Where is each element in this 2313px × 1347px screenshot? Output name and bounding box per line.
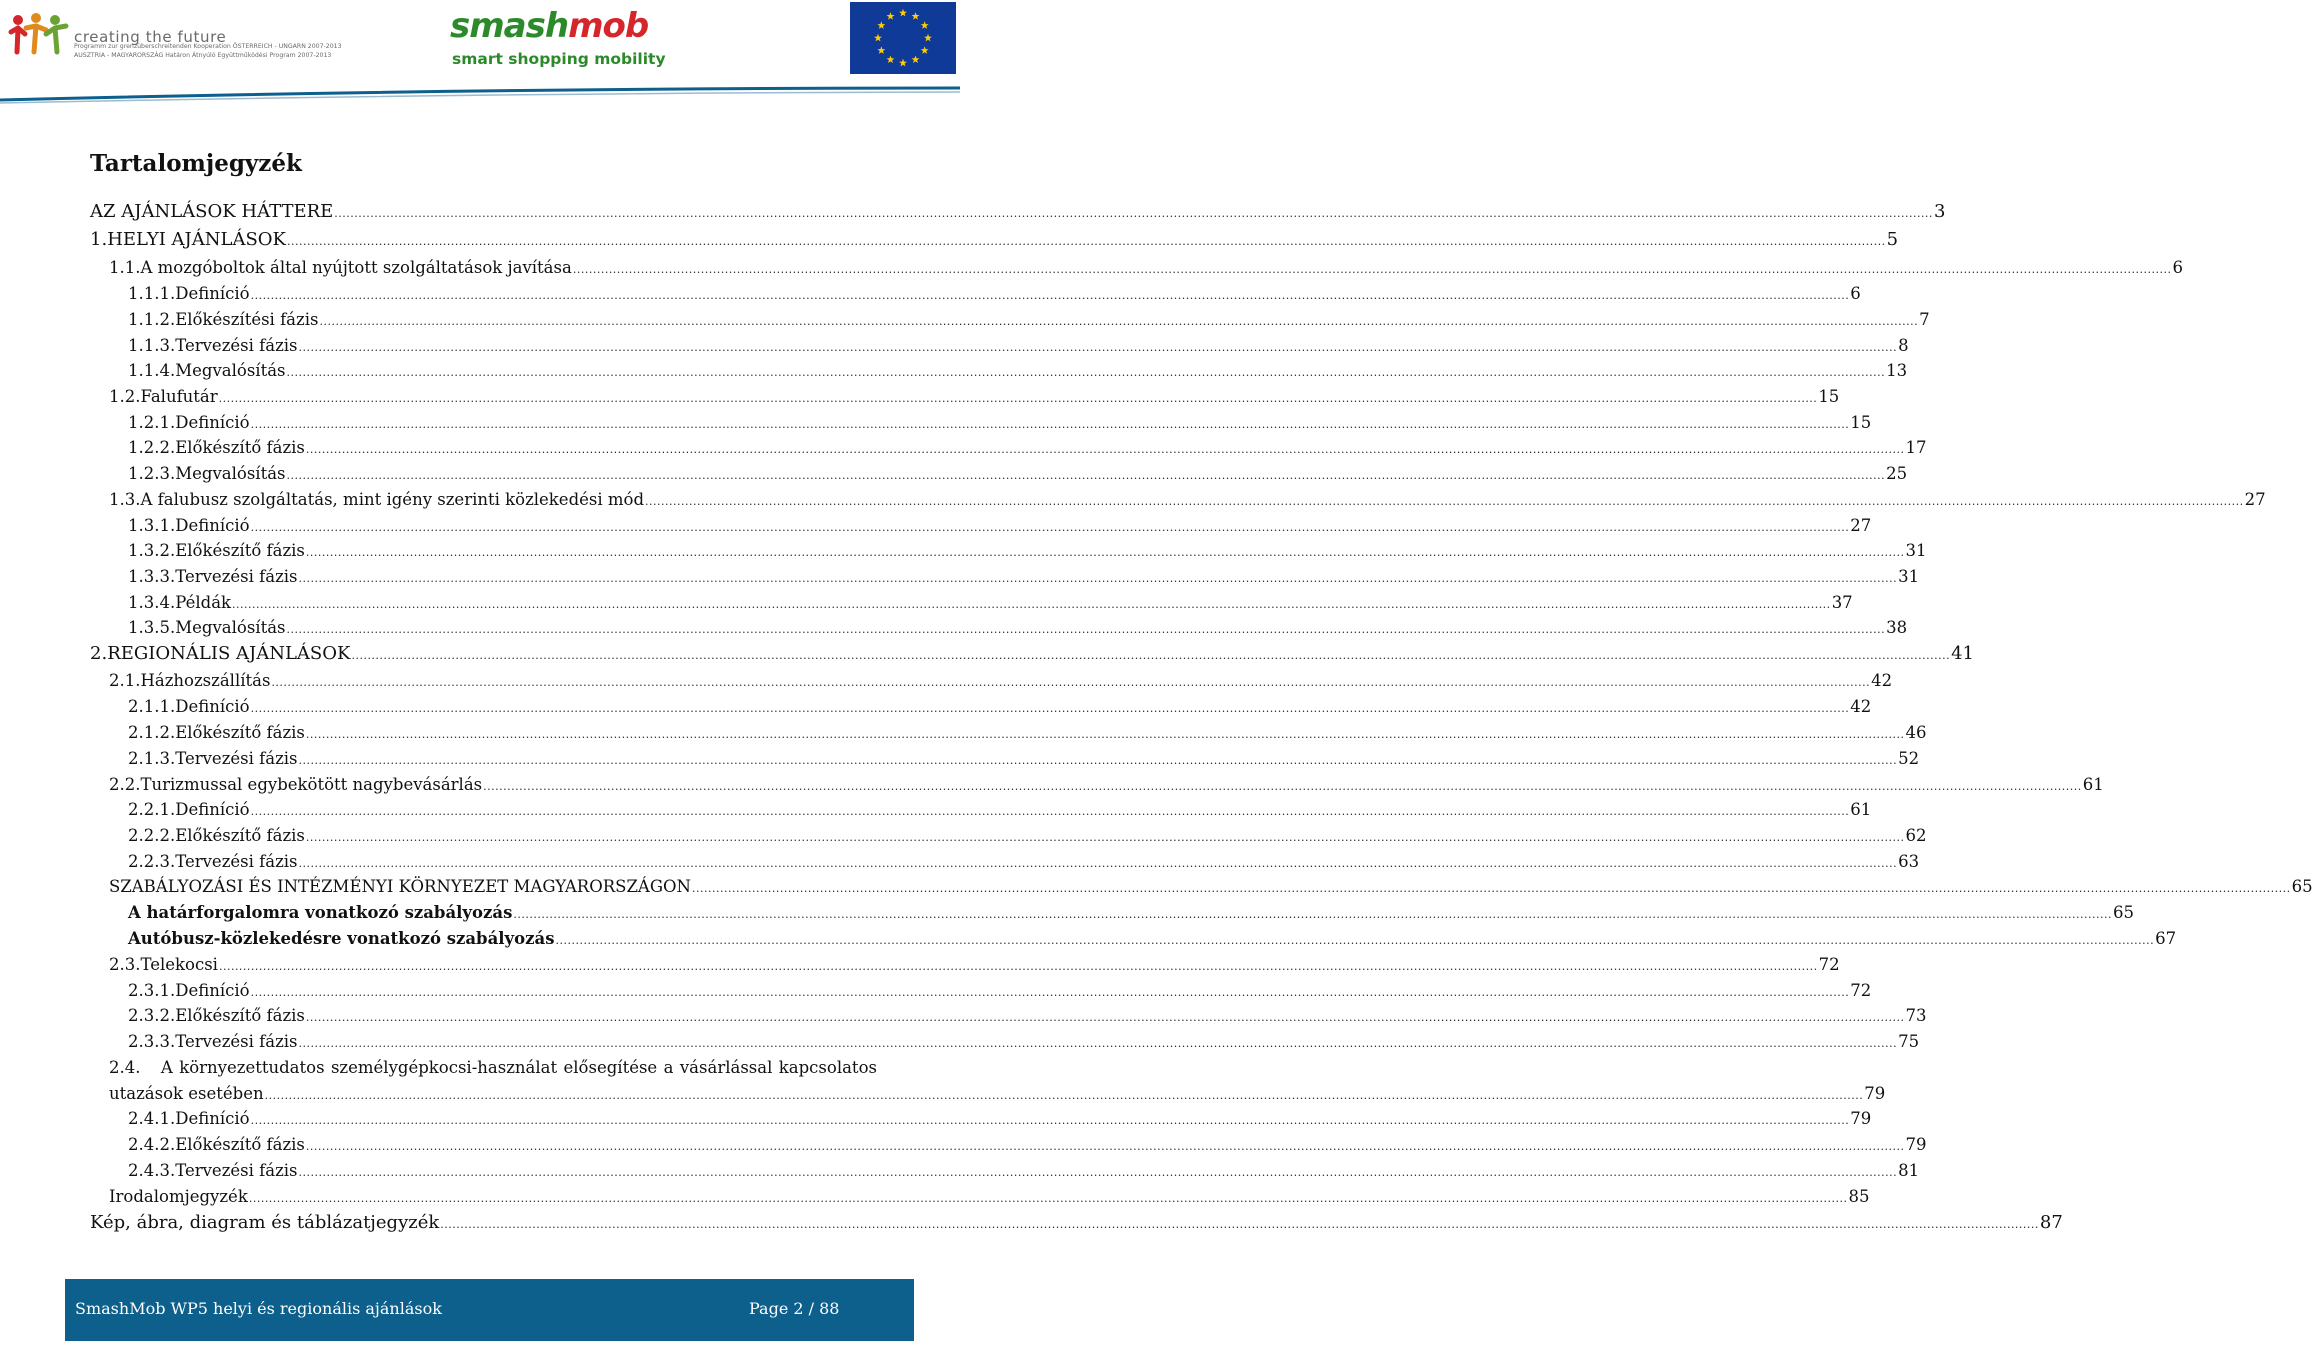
toc-dot-leader: ................................................................................................................................................................................................................................................................................................................................................................................................................ <box>513 908 2113 921</box>
toc-entry-page: 42 <box>1871 671 1893 690</box>
toc-entry[interactable] <box>128 435 1927 461</box>
toc-entry-page: 63 <box>1898 852 1920 871</box>
toc-entry[interactable] <box>128 1003 1927 1029</box>
toc-entry-title: SZABÁLYOZÁSI ÉS INTÉZMÉNYI KÖRNYEZET MAGYARORSZÁGON <box>109 877 691 896</box>
toc-entry-page: 42 <box>1850 697 1872 716</box>
toc-entry-title: Előkészítő fázis <box>175 826 305 845</box>
toc-entry-title: Definíció <box>175 1109 250 1128</box>
toc-entry-page: 62 <box>1905 826 1927 845</box>
eu-stars <box>850 2 956 74</box>
toc-entry[interactable] <box>128 797 1872 823</box>
toc-dot-leader: ................................................................................................................................................................................................................................................................................................................................................................................................................ <box>440 1218 2039 1231</box>
toc-entry-title: Előkészítő fázis <box>175 438 305 457</box>
toc-dot-leader: ................................................................................................................................................................................................................................................................................................................................................................................................................ <box>305 546 1905 559</box>
toc-entry-number: 1.2.1. <box>128 413 176 432</box>
toc-entry-word: személygépkocsi-használat <box>330 1058 558 1077</box>
toc-dot-leader: ................................................................................................................................................................................................................................................................................................................................................................................................................ <box>250 418 1850 431</box>
toc-entry-page: 31 <box>1898 567 1920 586</box>
toc-entry[interactable] <box>109 952 1840 978</box>
eu-star <box>877 46 885 54</box>
toc-entry[interactable] <box>109 487 2266 513</box>
toc-entry-title: Előkészítő fázis <box>175 541 305 560</box>
toc-dot-leader: ................................................................................................................................................................................................................................................................................................................................................................................................................ <box>334 207 1933 220</box>
toc-entry-number: 1.1.4. <box>128 361 176 380</box>
toc-dot-leader: ................................................................................................................................................................................................................................................................................................................................................................................................................ <box>250 1114 1850 1127</box>
toc-entry-number: 1.1. <box>109 258 141 277</box>
toc-entry-page: 87 <box>2039 1212 2063 1233</box>
eu-star <box>912 55 920 63</box>
toc-entry-title: REGIONÁLIS AJÁNLÁSOK <box>107 643 351 664</box>
toc-entry-number: 2.3.1. <box>128 981 176 1000</box>
toc-dot-leader: ................................................................................................................................................................................................................................................................................................................................................................................................................ <box>305 831 1905 844</box>
toc-dot-leader: ................................................................................................................................................................................................................................................................................................................................................................................................................ <box>572 263 2172 276</box>
toc-entry-page: 79 <box>1850 1109 1872 1128</box>
toc-dot-leader: ................................................................................................................................................................................................................................................................................................................................................................................................................ <box>286 366 1886 379</box>
toc-dot-leader: ................................................................................................................................................................................................................................................................................................................................................................................................................ <box>298 754 1898 767</box>
toc-dot-leader: ................................................................................................................................................................................................................................................................................................................................................................................................................ <box>319 315 1919 328</box>
toc-entry-title: Definíció <box>175 516 250 535</box>
toc-entry-number: 2.4. <box>109 1058 141 1077</box>
toc-entry-word: környezettudatos <box>179 1058 325 1077</box>
toc-dot-leader: ................................................................................................................................................................................................................................................................................................................................................................................................................ <box>271 676 1871 689</box>
toc-entry-page: 72 <box>1850 981 1872 1000</box>
toc-entry-page: 73 <box>1905 1006 1927 1025</box>
toc-dot-leader: ................................................................................................................................................................................................................................................................................................................................................................................................................ <box>351 649 1951 662</box>
toc-entry-number: 2.2. <box>109 775 141 794</box>
toc-entry-number: 2. <box>90 643 108 664</box>
brand-part-mob: mob <box>568 6 649 46</box>
toc-entry-title: Előkészítési fázis <box>175 310 319 329</box>
brand-tagline: smart shopping mobility <box>452 50 666 68</box>
program-line-at: Programm zur grenzüberschreitenden Kooperation ÖSTERREICH - UNGARN 2007-2013 <box>74 43 342 50</box>
toc-entry-page: 27 <box>2244 490 2266 509</box>
toc-entry-title: Falufutár <box>140 387 218 406</box>
toc-dot-leader: ................................................................................................................................................................................................................................................................................................................................................................................................................ <box>305 443 1905 456</box>
toc-entry-page: 38 <box>1886 618 1908 637</box>
toc-entry-title: Megvalósítás <box>175 618 286 637</box>
toc-entry[interactable] <box>128 358 1908 384</box>
people-figures-icon <box>8 12 70 56</box>
toc-entry[interactable] <box>128 926 2177 952</box>
eu-star <box>874 34 882 42</box>
toc-dot-leader: ................................................................................................................................................................................................................................................................................................................................................................................................................ <box>298 341 1898 354</box>
toc-entry[interactable] <box>128 281 1861 307</box>
toc-dot-leader: ................................................................................................................................................................................................................................................................................................................................................................................................................ <box>305 1140 1905 1153</box>
toc-dot-leader: ................................................................................................................................................................................................................................................................................................................................................................................................................ <box>305 1011 1905 1024</box>
toc-entry-page: 75 <box>1898 1032 1920 1051</box>
toc-entry-title: AZ AJÁNLÁSOK HÁTTERE <box>90 201 334 222</box>
toc-dot-leader: ................................................................................................................................................................................................................................................................................................................................................................................................................ <box>298 1166 1898 1179</box>
toc-entry[interactable] <box>109 772 2104 798</box>
toc-entry-title: Definíció <box>175 697 250 716</box>
toc-entry[interactable] <box>128 694 1872 720</box>
toc-dot-leader: ................................................................................................................................................................................................................................................................................................................................................................................................................ <box>250 986 1850 999</box>
toc-entry-title: Definíció <box>175 981 250 1000</box>
toc-dot-leader: ................................................................................................................................................................................................................................................................................................................................................................................................................ <box>248 1192 1848 1205</box>
toc-entry-title: Tervezési fázis <box>175 749 298 768</box>
toc-entry-page: 72 <box>1818 955 1840 974</box>
toc-dot-leader: ................................................................................................................................................................................................................................................................................................................................................................................................................ <box>692 882 2291 895</box>
toc-entry-number: 2.2.1. <box>128 800 176 819</box>
eu-star <box>887 12 895 20</box>
toc-entry-title: Autóbusz-közlekedésre vonatkozó szabályozás <box>128 929 555 948</box>
toc-entry[interactable] <box>128 461 1908 487</box>
toc-entry[interactable] <box>90 1210 2063 1236</box>
toc-entry-page: 79 <box>1905 1135 1927 1154</box>
toc-entry-title: Tervezési fázis <box>175 567 298 586</box>
toc-entry-title: Telekocsi <box>140 955 218 974</box>
toc-entry[interactable] <box>109 1184 1870 1210</box>
toc-entry[interactable] <box>128 564 1920 590</box>
smashmob-logo <box>448 6 668 76</box>
smashmob-wordmark <box>450 6 648 46</box>
toc-entry-page: 81 <box>1898 1161 1920 1180</box>
toc-entry[interactable] <box>128 849 1920 875</box>
toc-entry[interactable] <box>128 307 1930 333</box>
toc-entry-title: A határforgalomra vonatkozó szabályozás <box>128 903 513 922</box>
toc-entry[interactable] <box>128 590 1853 616</box>
toc-dot-leader: ................................................................................................................................................................................................................................................................................................................................................................................................................ <box>218 392 1818 405</box>
toc-entry[interactable] <box>128 1158 1920 1184</box>
toc-entry-title: HELYI AJÁNLÁSOK <box>107 229 286 250</box>
toc-dot-leader: ................................................................................................................................................................................................................................................................................................................................................................................................................ <box>250 702 1850 715</box>
toc-dot-leader: ................................................................................................................................................................................................................................................................................................................................................................................................................ <box>232 598 1831 611</box>
eu-star <box>887 55 895 63</box>
toc-entry-title: Előkészítő fázis <box>175 723 305 742</box>
toc-entry-title: Előkészítő fázis <box>175 1135 305 1154</box>
toc-entry-title: Tervezési fázis <box>175 852 298 871</box>
toc-entry-title: Példák <box>175 593 232 612</box>
toc-entry[interactable] <box>90 227 1899 253</box>
toc-entry-number: 2.4.1. <box>128 1109 176 1128</box>
toc-entry-title: Irodalomjegyzék <box>109 1187 248 1206</box>
eu-star <box>912 12 920 20</box>
toc-entry-page: 61 <box>1850 800 1872 819</box>
toc-entry-page: 5 <box>1886 229 1899 250</box>
toc-entry-number: 1.2. <box>109 387 141 406</box>
toc-entry-number: 2.1. <box>109 671 141 690</box>
toc-entry-title: Definíció <box>175 413 250 432</box>
toc-entry-word: A <box>160 1058 173 1077</box>
toc-dot-leader: ................................................................................................................................................................................................................................................................................................................................................................................................................ <box>645 495 2244 508</box>
toc-entry-number: 1.1.3. <box>128 336 176 355</box>
toc-entry-word: vásárlással <box>679 1058 773 1077</box>
toc-entry-number: 1.3.4. <box>128 593 176 612</box>
toc-dot-leader: ................................................................................................................................................................................................................................................................................................................................................................................................................ <box>250 521 1850 534</box>
footer-page-number: Page 2 / 88 <box>749 1299 840 1318</box>
toc-entry-word: a <box>663 1058 674 1077</box>
toc-entry-number: 1.3.5. <box>128 618 176 637</box>
toc-entry-page: 27 <box>1850 516 1872 535</box>
toc-entry-page: 31 <box>1905 541 1927 560</box>
eu-star <box>924 34 932 42</box>
toc-entry[interactable] <box>109 384 1840 410</box>
toc-entry-page: 6 <box>2172 258 2183 277</box>
toc-entry[interactable] <box>109 874 2313 900</box>
toc-entry-title: Tervezési fázis <box>175 1161 298 1180</box>
toc-entry[interactable] <box>128 333 1909 359</box>
toc-entry-number: 1.1.2. <box>128 310 176 329</box>
toc-entry[interactable] <box>128 410 1872 436</box>
toc-dot-leader: ................................................................................................................................................................................................................................................................................................................................................................................................................ <box>298 572 1898 585</box>
toc-entry-title: Tervezési fázis <box>175 1032 298 1051</box>
toc-entry[interactable] <box>90 641 1974 667</box>
toc-entry-number: 1.3.3. <box>128 567 176 586</box>
toc-dot-leader: ................................................................................................................................................................................................................................................................................................................................................................................................................ <box>286 469 1886 482</box>
toc-entry[interactable] <box>128 978 1872 1004</box>
toc-entry-page: 79 <box>1864 1084 1886 1103</box>
toc-dot-leader: ................................................................................................................................................................................................................................................................................................................................................................................................................ <box>250 805 1850 818</box>
toc-entry-title: A falubusz szolgáltatás, mint igény szerinti közlekedési mód <box>140 490 645 509</box>
toc-entry-title: Előkészítő fázis <box>175 1006 305 1025</box>
toc-entry-page: 85 <box>1848 1187 1870 1206</box>
toc-entry-title: Turizmussal egybekötött nagybevásárlás <box>140 775 483 794</box>
eu-star <box>899 59 907 67</box>
toc-entry-number: 1.3.1. <box>128 516 176 535</box>
toc-entry-page: 65 <box>2113 903 2135 922</box>
toc-dot-leader: ................................................................................................................................................................................................................................................................................................................................................................................................................ <box>298 1037 1898 1050</box>
toc-entry-page: 3 <box>1933 201 1946 222</box>
toc-entry-number: 2.2.2. <box>128 826 176 845</box>
toc-entry-number: 2.1.1. <box>128 697 176 716</box>
toc-entry[interactable] <box>109 1081 1886 1107</box>
toc-entry-title: utazások esetében <box>109 1084 264 1103</box>
toc-entry[interactable] <box>128 823 1927 849</box>
eu-star <box>921 46 929 54</box>
toc-entry-number: 2.3.3. <box>128 1032 176 1051</box>
toc-entry-number: 1.2.2. <box>128 438 176 457</box>
toc-entry-number: 1.3.2. <box>128 541 176 560</box>
eu-star <box>921 21 929 29</box>
eu-star <box>877 21 885 29</box>
toc-entry-title: Házhozszállítás <box>140 671 271 690</box>
toc-entry-number: 2.3. <box>109 955 141 974</box>
toc-dot-leader: ................................................................................................................................................................................................................................................................................................................................................................................................................ <box>483 780 2082 793</box>
program-line-hu: AUSZTRIA - MAGYARORSZÁG Határon Átnyúló Együttműködési Program 2007-2013 <box>74 52 332 59</box>
toc-entry[interactable] <box>128 1106 1872 1132</box>
toc-entry[interactable] <box>128 1132 1927 1158</box>
toc-entry[interactable] <box>128 900 2135 926</box>
toc-entry-number: 1.2.3. <box>128 464 176 483</box>
toc-entry-number: 2.1.3. <box>128 749 176 768</box>
creating-the-future-logo <box>8 12 342 64</box>
page-footer <box>65 1279 914 1341</box>
toc-entry-page: 52 <box>1898 749 1920 768</box>
toc-entry[interactable] <box>109 255 2183 281</box>
toc-entry-number: 2.3.2. <box>128 1006 176 1025</box>
toc-entry-page: 41 <box>1951 643 1974 664</box>
toc-entry[interactable] <box>128 538 1927 564</box>
toc-entry-title: Definíció <box>175 284 250 303</box>
toc-entry-page: 61 <box>2082 775 2104 794</box>
toc-entry-title: Megvalósítás <box>175 361 286 380</box>
eu-flag-icon <box>850 2 956 74</box>
toc-entry[interactable] <box>109 668 1893 694</box>
toc-dot-leader: ................................................................................................................................................................................................................................................................................................................................................................................................................ <box>287 235 1886 248</box>
toc-entry-page: 65 <box>2291 877 2313 896</box>
toc-entry-page: 25 <box>1886 464 1908 483</box>
toc-entry[interactable] <box>128 1029 1920 1055</box>
toc-title: Tartalomjegyzék <box>90 150 302 177</box>
toc-entry-number: 1.3. <box>109 490 141 509</box>
toc-entry-page: 67 <box>2155 929 2177 948</box>
toc-entry-number: 2.2.3. <box>128 852 176 871</box>
toc-entry[interactable] <box>128 746 1920 772</box>
toc-entry-title: Kép, ábra, diagram és táblázatjegyzék <box>90 1212 440 1233</box>
toc-entry-title: Tervezési fázis <box>175 336 298 355</box>
toc-dot-leader: ................................................................................................................................................................................................................................................................................................................................................................................................................ <box>218 960 1818 973</box>
toc-entry-page: 17 <box>1905 438 1927 457</box>
toc-entry-word: elősegítése <box>563 1058 658 1077</box>
toc-entry[interactable] <box>90 199 1946 225</box>
toc-entry[interactable] <box>128 513 1872 539</box>
header-swoosh-line <box>0 84 960 108</box>
toc-entry-number: 2.4.3. <box>128 1161 176 1180</box>
brand-part-smash: smash <box>450 6 569 46</box>
toc-entry[interactable] <box>128 720 1927 746</box>
toc-entry-number: 2.4.2. <box>128 1135 176 1154</box>
toc-entry-wrapped[interactable] <box>109 1055 877 1081</box>
toc-entry-page: 8 <box>1898 336 1909 355</box>
toc-entry-number: 1.1.1. <box>128 284 176 303</box>
toc-entry-word: kapcsolatos <box>778 1058 877 1077</box>
toc-dot-leader: ................................................................................................................................................................................................................................................................................................................................................................................................................ <box>298 857 1898 870</box>
toc-entry-page: 37 <box>1831 593 1853 612</box>
toc-entry[interactable] <box>128 615 1908 641</box>
toc-dot-leader: ................................................................................................................................................................................................................................................................................................................................................................................................................ <box>250 289 1850 302</box>
toc-dot-leader: ................................................................................................................................................................................................................................................................................................................................................................................................................ <box>286 623 1886 636</box>
toc-entry-title: Definíció <box>175 800 250 819</box>
toc-entry-title: Megvalósítás <box>175 464 286 483</box>
footer-doc-label: SmashMob WP5 helyi és regionális ajánlások <box>75 1299 442 1318</box>
toc-dot-leader: ................................................................................................................................................................................................................................................................................................................................................................................................................ <box>555 934 2155 947</box>
toc-entry-page: 15 <box>1850 413 1872 432</box>
toc-dot-leader: ................................................................................................................................................................................................................................................................................................................................................................................................................ <box>305 728 1905 741</box>
toc-entry-number: 1. <box>90 229 108 250</box>
toc-entry-page: 15 <box>1818 387 1840 406</box>
toc-entry-page: 46 <box>1905 723 1927 742</box>
eu-star <box>899 9 907 17</box>
toc-entry-page: 6 <box>1850 284 1861 303</box>
page-header <box>0 0 960 108</box>
toc-entry-page: 13 <box>1886 361 1908 380</box>
toc-entry-page: 7 <box>1919 310 1930 329</box>
toc-dot-leader: ................................................................................................................................................................................................................................................................................................................................................................................................................ <box>264 1089 1864 1102</box>
toc-entry-title: A mozgóboltok által nyújtott szolgáltatások javítása <box>140 258 572 277</box>
toc-entry-number: 2.1.2. <box>128 723 176 742</box>
program-title: creating the future <box>74 28 227 46</box>
